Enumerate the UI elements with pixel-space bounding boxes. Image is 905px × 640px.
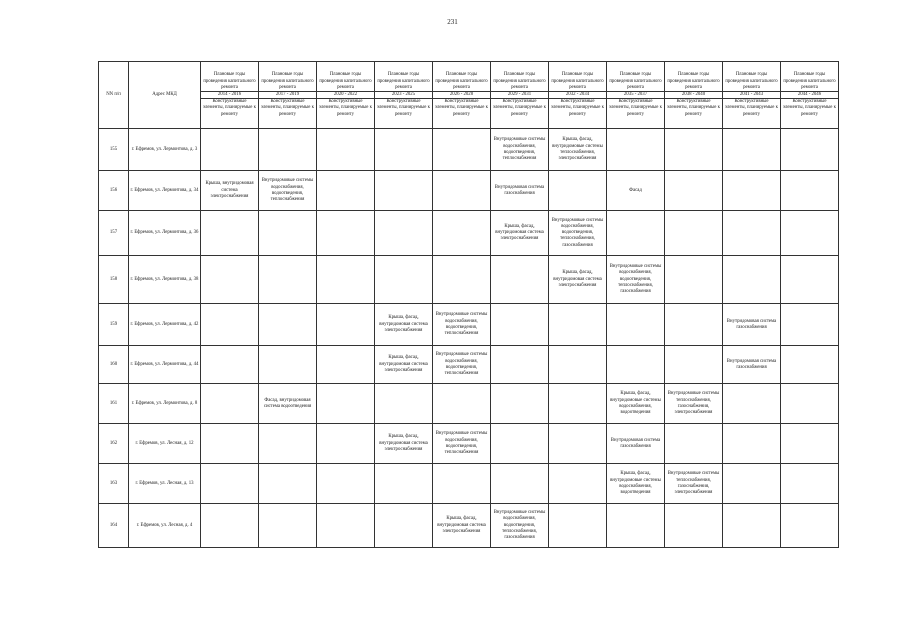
row-period-cell: Крыша, фасад, внутридомовая система электроснабжения bbox=[375, 346, 433, 384]
row-period-cell: Крыша, фасад, внутридомовая система электроснабжения bbox=[549, 256, 607, 304]
row-period-cell: Внутридомовые системы водоснабжения, водоотведения, теплоснабжения, газоснабжения bbox=[491, 504, 549, 548]
row-period-cell bbox=[433, 129, 491, 171]
row-period-cell bbox=[549, 346, 607, 384]
row-period-cell bbox=[375, 171, 433, 211]
row-period-cell: Внутридомовая система газоснабжения bbox=[723, 346, 781, 384]
row-period-cell bbox=[723, 256, 781, 304]
row-period-cell bbox=[781, 504, 839, 548]
table-row bbox=[99, 424, 839, 464]
row-period-cell bbox=[433, 211, 491, 256]
header-year-range: 2035 - 2037 bbox=[607, 92, 665, 99]
row-period-cell: Внутридомовые системы водоснабжения, водоотведения, теплоснабжения, газоснабжения bbox=[549, 211, 607, 256]
row-period-cell bbox=[781, 346, 839, 384]
header-elements-label: Конструктивные элементы, планируемые к ремонту bbox=[723, 99, 781, 129]
row-period-cell bbox=[549, 304, 607, 346]
row-number: 155 bbox=[99, 129, 129, 171]
header-num: NN п/п bbox=[99, 62, 129, 129]
row-period-cell bbox=[201, 256, 259, 304]
header-row-years bbox=[99, 92, 839, 99]
row-period-cell: Крыша, фасад, внутридомовая система электроснабжения bbox=[491, 211, 549, 256]
header-year-range: 2023 - 2025 bbox=[375, 92, 433, 99]
header-period-title: Плановые годы проведения капитального ремонта bbox=[375, 62, 433, 92]
table-row bbox=[99, 304, 839, 346]
row-period-cell: Фасад, внутридомовая система водоотведения bbox=[259, 384, 317, 424]
table-header bbox=[99, 62, 839, 129]
table-row bbox=[99, 384, 839, 424]
row-period-cell bbox=[781, 129, 839, 171]
header-year-range: 2017 - 2019 bbox=[259, 92, 317, 99]
header-row-periods bbox=[99, 62, 839, 92]
row-period-cell bbox=[375, 504, 433, 548]
row-address: г. Ефремов, ул. Лермонтова, д. 3 bbox=[129, 129, 201, 171]
row-period-cell bbox=[259, 346, 317, 384]
row-number: 161 bbox=[99, 384, 129, 424]
row-period-cell bbox=[201, 464, 259, 504]
row-number: 158 bbox=[99, 256, 129, 304]
row-period-cell bbox=[781, 424, 839, 464]
row-period-cell bbox=[259, 304, 317, 346]
row-period-cell bbox=[781, 384, 839, 424]
row-period-cell: Крыша, фасад, внутридомовая система электроснабжения bbox=[375, 424, 433, 464]
capital-repair-plan-table bbox=[98, 61, 839, 548]
header-elements-label: Конструктивные элементы, планируемые к ремонту bbox=[375, 99, 433, 129]
header-period-title: Плановые годы проведения капитального ремонта bbox=[665, 62, 723, 92]
header-address: Адрес МКД bbox=[129, 62, 201, 129]
header-elements-label: Конструктивные элементы, планируемые к ремонту bbox=[259, 99, 317, 129]
row-period-cell bbox=[723, 424, 781, 464]
row-number: 164 bbox=[99, 504, 129, 548]
row-period-cell: Фасад bbox=[607, 171, 665, 211]
row-period-cell bbox=[259, 504, 317, 548]
row-period-cell bbox=[491, 346, 549, 384]
row-address: г. Ефремов, ул. Лермонтова, д. 36 bbox=[129, 211, 201, 256]
row-period-cell: Крыша, внутридомовая система электроснабжения bbox=[201, 171, 259, 211]
row-period-cell bbox=[375, 211, 433, 256]
row-period-cell bbox=[317, 504, 375, 548]
row-period-cell bbox=[781, 211, 839, 256]
row-period-cell bbox=[781, 171, 839, 211]
row-period-cell bbox=[607, 129, 665, 171]
table-row bbox=[99, 211, 839, 256]
row-period-cell bbox=[723, 171, 781, 211]
row-period-cell: Внутридомовая система газоснабжения bbox=[723, 304, 781, 346]
row-period-cell bbox=[201, 304, 259, 346]
row-period-cell bbox=[201, 346, 259, 384]
row-address: г. Ефремов, ул. Лесная, д. 13 bbox=[129, 464, 201, 504]
row-period-cell bbox=[549, 384, 607, 424]
table-row bbox=[99, 504, 839, 548]
row-period-cell bbox=[723, 129, 781, 171]
header-year-range: 2032 - 2034 bbox=[549, 92, 607, 99]
header-elements-label: Конструктивные элементы, планируемые к ремонту bbox=[491, 99, 549, 129]
row-period-cell: Внутридомовая система газоснабжения bbox=[491, 171, 549, 211]
row-period-cell bbox=[665, 424, 723, 464]
row-period-cell bbox=[201, 384, 259, 424]
row-number: 160 bbox=[99, 346, 129, 384]
row-period-cell: Внутридомовые системы водоснабжения, водоотведения, теплоснабжения bbox=[433, 346, 491, 384]
row-address: г. Ефремов, ул. Лермонтова, д. 44 bbox=[129, 346, 201, 384]
row-period-cell: Внутридомовые системы водоснабжения, водоотведения, теплоснабжения bbox=[433, 304, 491, 346]
row-period-cell bbox=[375, 384, 433, 424]
row-period-cell bbox=[259, 424, 317, 464]
header-elements-label: Конструктивные элементы, планируемые к ремонту bbox=[781, 99, 839, 129]
row-address: г. Ефремов, ул. Лесная, д. 12 bbox=[129, 424, 201, 464]
table-row bbox=[99, 129, 839, 171]
header-period-title: Плановые годы проведения капитального ремонта bbox=[781, 62, 839, 92]
row-period-cell bbox=[665, 256, 723, 304]
row-period-cell bbox=[259, 129, 317, 171]
row-period-cell bbox=[317, 211, 375, 256]
header-period-title: Плановые годы проведения капитального ремонта bbox=[201, 62, 259, 92]
header-year-range: 2014 - 2016 bbox=[201, 92, 259, 99]
row-period-cell bbox=[491, 256, 549, 304]
row-period-cell bbox=[375, 256, 433, 304]
table-body bbox=[99, 129, 839, 548]
row-period-cell bbox=[433, 171, 491, 211]
header-period-title: Плановые годы проведения капитального ремонта bbox=[433, 62, 491, 92]
header-period-title: Плановые годы проведения капитального ремонта bbox=[491, 62, 549, 92]
row-period-cell: Крыша, фасад, внутридомовые системы теплоснабжения, электроснабжения bbox=[549, 129, 607, 171]
row-period-cell bbox=[607, 211, 665, 256]
row-period-cell: Крыша, фасад, внутридомовая система электроснабжения bbox=[433, 504, 491, 548]
row-period-cell bbox=[491, 384, 549, 424]
row-period-cell bbox=[317, 171, 375, 211]
row-period-cell bbox=[665, 211, 723, 256]
row-period-cell bbox=[433, 464, 491, 504]
row-period-cell bbox=[491, 304, 549, 346]
header-year-range: 2029 - 2031 bbox=[491, 92, 549, 99]
table-row bbox=[99, 171, 839, 211]
row-period-cell bbox=[607, 504, 665, 548]
header-elements-label: Конструктивные элементы, планируемые к ремонту bbox=[607, 99, 665, 129]
row-period-cell: Внутридомовые системы теплоснабжения, газоснабжения, электроснабжения bbox=[665, 464, 723, 504]
row-period-cell bbox=[375, 464, 433, 504]
row-period-cell: Внутридомовые системы водоснабжения, водоотведения, теплоснабжения bbox=[259, 171, 317, 211]
header-period-title: Плановые годы проведения капитального ремонта bbox=[259, 62, 317, 92]
row-period-cell bbox=[317, 256, 375, 304]
row-address: г. Ефремов, ул. Лермонтова, д. 38 bbox=[129, 256, 201, 304]
row-address: г. Ефремов, ул. Лермонтова, д. 8 bbox=[129, 384, 201, 424]
row-period-cell: Внутридомовые системы теплоснабжения, газоснабжения, электроснабжения bbox=[665, 384, 723, 424]
row-address: г. Ефремов, ул. Лермонтова, д. 34 bbox=[129, 171, 201, 211]
row-period-cell bbox=[201, 504, 259, 548]
header-year-range: 2044 - 2046 bbox=[781, 92, 839, 99]
row-period-cell: Крыша, фасад, внутридомовая система электроснабжения bbox=[375, 304, 433, 346]
header-period-title: Плановые годы проведения капитального ремонта bbox=[723, 62, 781, 92]
row-period-cell bbox=[723, 464, 781, 504]
header-elements-label: Конструктивные элементы, планируемые к ремонту bbox=[665, 99, 723, 129]
header-period-title: Плановые годы проведения капитального ремонта bbox=[317, 62, 375, 92]
header-elements-label: Конструктивные элементы, планируемые к ремонту bbox=[317, 99, 375, 129]
row-period-cell bbox=[549, 171, 607, 211]
row-number: 162 bbox=[99, 424, 129, 464]
header-period-title: Плановые годы проведения капитального ремонта bbox=[607, 62, 665, 92]
header-year-range: 2041 - 2043 bbox=[723, 92, 781, 99]
row-period-cell bbox=[723, 211, 781, 256]
row-period-cell: Внутридомовая система газоснабжения bbox=[607, 424, 665, 464]
header-year-range: 2038 - 2040 bbox=[665, 92, 723, 99]
row-period-cell bbox=[781, 464, 839, 504]
row-period-cell bbox=[317, 304, 375, 346]
row-period-cell: Внутридомовые системы водоснабжения, водоотведения, теплоснабжения, газоснабжения bbox=[607, 256, 665, 304]
table-row bbox=[99, 464, 839, 504]
header-elements-label: Конструктивные элементы, планируемые к ремонту bbox=[549, 99, 607, 129]
row-period-cell bbox=[317, 424, 375, 464]
row-period-cell bbox=[781, 304, 839, 346]
row-number: 163 bbox=[99, 464, 129, 504]
row-period-cell bbox=[317, 384, 375, 424]
row-period-cell bbox=[317, 346, 375, 384]
row-period-cell bbox=[433, 256, 491, 304]
row-period-cell bbox=[549, 504, 607, 548]
row-period-cell bbox=[433, 384, 491, 424]
header-elements-label: Конструктивные элементы, планируемые к ремонту bbox=[433, 99, 491, 129]
row-number: 157 bbox=[99, 211, 129, 256]
page-number: 231 bbox=[447, 18, 458, 26]
row-period-cell bbox=[201, 211, 259, 256]
header-row-elements bbox=[99, 99, 839, 129]
row-number: 159 bbox=[99, 304, 129, 346]
header-year-range: 2020 - 2022 bbox=[317, 92, 375, 99]
row-period-cell bbox=[201, 129, 259, 171]
row-address: г. Ефремов, ул. Лермонтова, д. 42 bbox=[129, 304, 201, 346]
row-period-cell bbox=[549, 424, 607, 464]
row-period-cell: Крыша, фасад, внутридомовые системы водоснабжения, водоотведения bbox=[607, 464, 665, 504]
row-period-cell bbox=[665, 171, 723, 211]
header-year-range: 2026 - 2028 bbox=[433, 92, 491, 99]
row-period-cell bbox=[375, 129, 433, 171]
row-period-cell bbox=[665, 129, 723, 171]
table-row bbox=[99, 256, 839, 304]
row-period-cell: Крыша, фасад, внутридомовые системы водоснабжения, водоотведения bbox=[607, 384, 665, 424]
row-period-cell bbox=[259, 464, 317, 504]
table-row bbox=[99, 346, 839, 384]
row-period-cell bbox=[665, 346, 723, 384]
row-period-cell: Внутридомовые системы водоснабжения, водоотведения, теплоснабжения bbox=[491, 129, 549, 171]
row-period-cell bbox=[259, 256, 317, 304]
header-period-title: Плановые годы проведения капитального ремонта bbox=[549, 62, 607, 92]
row-period-cell bbox=[491, 464, 549, 504]
row-period-cell bbox=[781, 256, 839, 304]
row-period-cell bbox=[259, 211, 317, 256]
row-period-cell bbox=[665, 304, 723, 346]
row-period-cell bbox=[723, 384, 781, 424]
row-period-cell bbox=[317, 129, 375, 171]
row-period-cell bbox=[665, 504, 723, 548]
row-period-cell bbox=[317, 464, 375, 504]
row-period-cell bbox=[607, 346, 665, 384]
row-period-cell bbox=[201, 424, 259, 464]
row-period-cell bbox=[549, 464, 607, 504]
row-period-cell: Внутридомовые системы водоснабжения, водоотведения, теплоснабжения bbox=[433, 424, 491, 464]
row-period-cell bbox=[607, 304, 665, 346]
row-period-cell bbox=[723, 504, 781, 548]
row-address: г. Ефремов, ул. Лесная, д. 4 bbox=[129, 504, 201, 548]
row-period-cell bbox=[491, 424, 549, 464]
row-number: 156 bbox=[99, 171, 129, 211]
header-elements-label: Конструктивные элементы, планируемые к ремонту bbox=[201, 99, 259, 129]
